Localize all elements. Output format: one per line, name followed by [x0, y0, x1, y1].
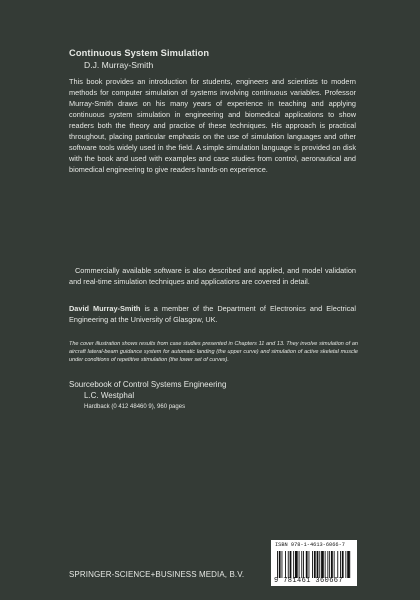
barcode-graphic: [277, 551, 351, 578]
cover-caption: The cover illustration shows results from case studies presented in Chapters 11 and 13. They involve simulation of an aircraft lateral-beam guidance system for automatic landing (the upper curve) and simulation of active skeletal muscle under conditions of repetitive stimulation (the lower set of curves).: [69, 341, 358, 364]
related-book-author: L.C. Westphal: [84, 391, 135, 400]
barcode-digits: 9 781461 360667: [274, 577, 344, 585]
related-book-info: Hardback (0 412 48460 9), 960 pages: [84, 404, 186, 410]
barcode-label: [271, 540, 357, 586]
book-author: D.J. Murray-Smith: [84, 60, 154, 70]
description-paragraph: This book provides an introduction for students, engineers and scientists to modern methods for computer simulation of systems involving continuous variables. Professor Murray-Smith draws on his many years of experience in teaching and applying continuous system simulation in engineering and biomedical applications to show readers both the theory and practice of these techniques. His approach is practical throughout, placing particular emphasis on the use of simulation languages and other software tools widely used in the field. A simple simulation language is provided on disk with the book and used with examples and case studies from control, aeronautical and biomedical engineering to give readers hands-on experience.: [69, 77, 356, 175]
publisher-name: SPRINGER-SCIENCE+BUSINESS MEDIA, B.V.: [69, 570, 245, 579]
isbn-text: ISBN 978-1-4613-6066-7: [275, 542, 345, 548]
author-bio: [69, 303, 356, 325]
book-title: Continuous System Simulation: [69, 48, 210, 58]
related-book-title: Sourcebook of Control Systems Engineering: [69, 380, 227, 389]
author-bio-name: David Murray-Smith: [69, 304, 141, 313]
description-paragraph-2: Commercially available software is also described and applied, and model validation and real-time simulation techniques and applications are covered in detail.: [69, 266, 356, 287]
author-bio-text: is a member of the Department of Electronics and Electrical Engineering at the University of Glasgow, UK.: [69, 304, 356, 325]
